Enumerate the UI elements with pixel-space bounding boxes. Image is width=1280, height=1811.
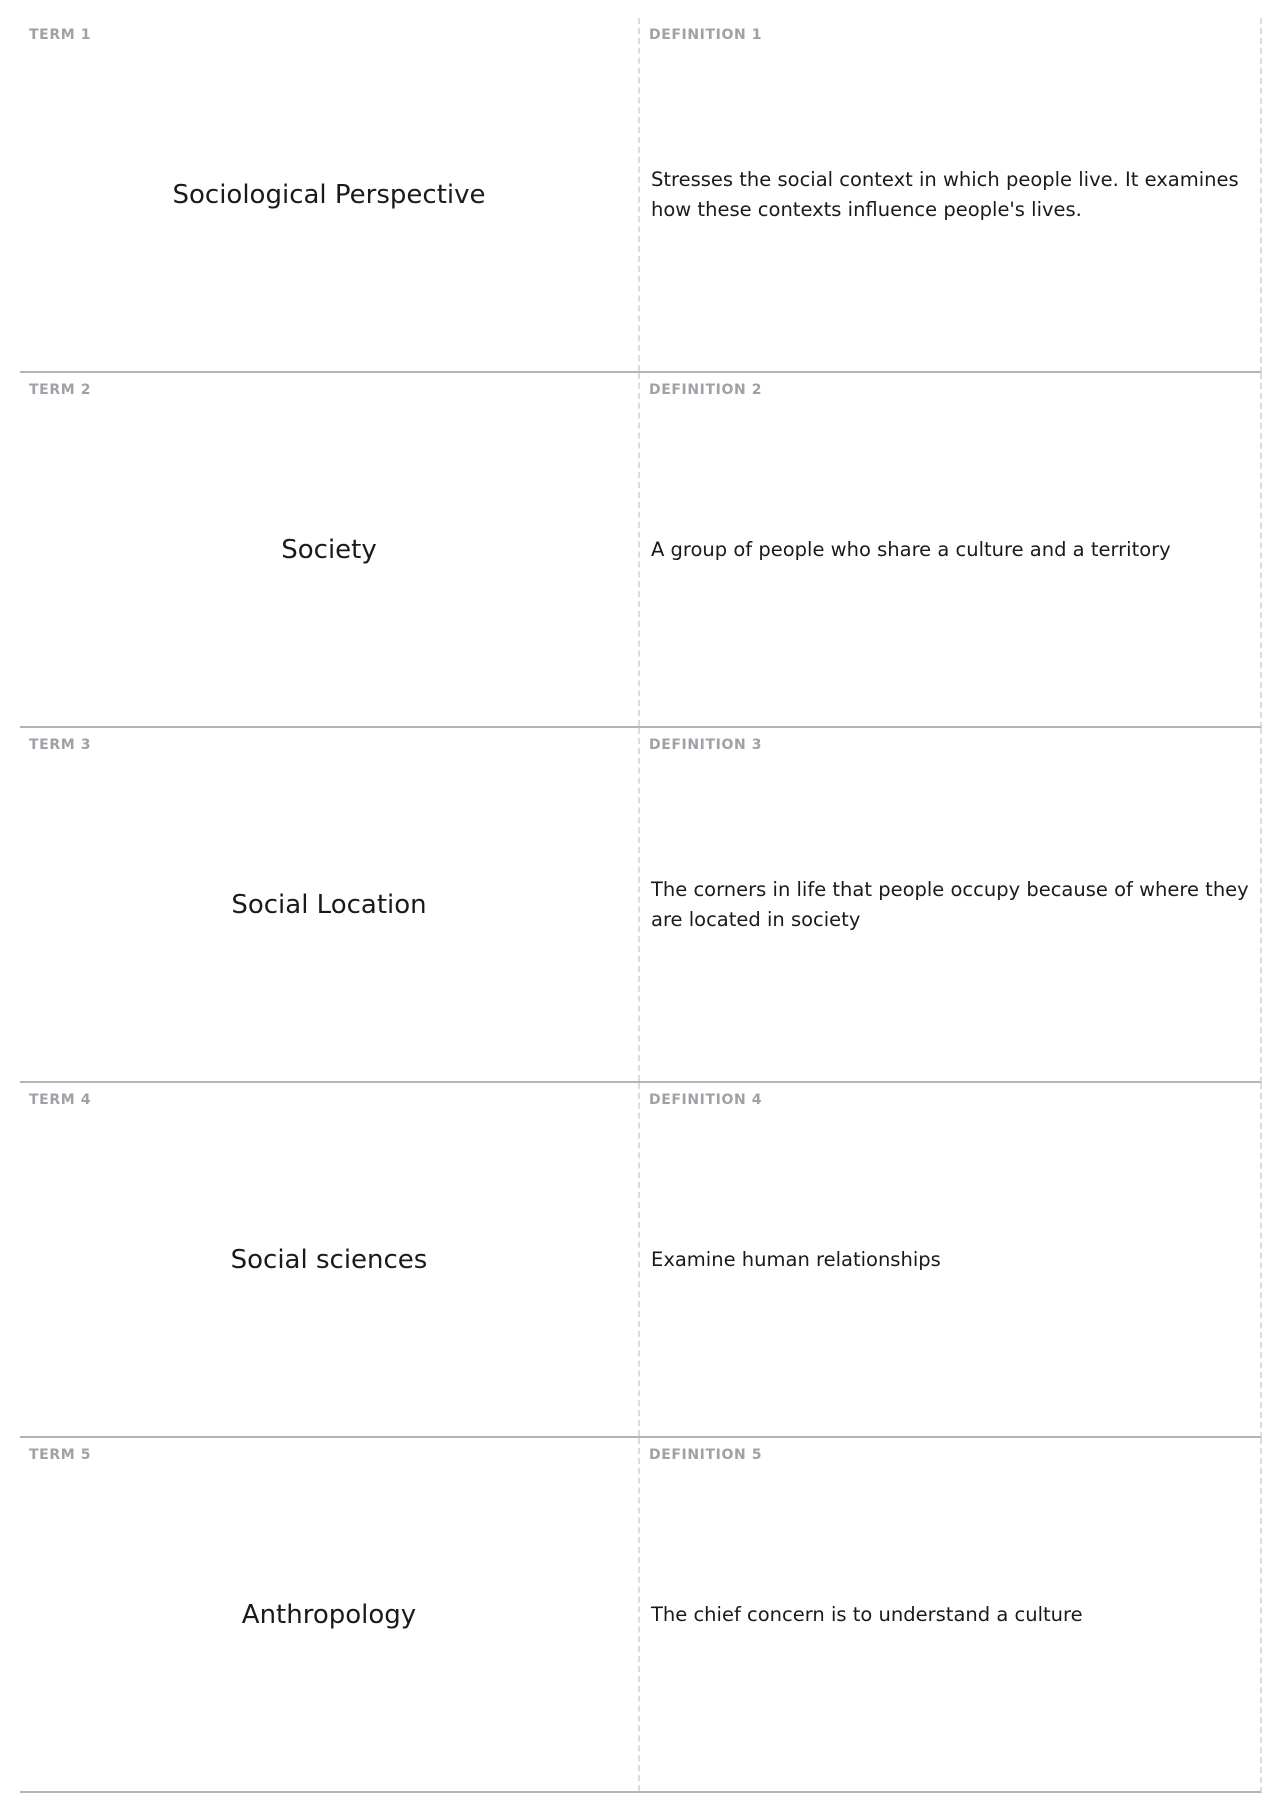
flashcard-row — [20, 728, 1262, 1083]
definition-label: DEFINITION 3 — [649, 737, 763, 753]
term-text: Social sciences — [230, 1244, 428, 1275]
term-text: Social Location — [231, 889, 427, 920]
term-label: TERM 3 — [29, 737, 92, 753]
flashcard-row — [20, 1438, 1262, 1793]
term-text: Society — [281, 534, 377, 565]
term-cell — [20, 1083, 640, 1436]
definition-cell — [640, 728, 1260, 1081]
term-label: TERM 4 — [29, 1092, 92, 1108]
term-text: Anthropology — [241, 1599, 417, 1630]
term-text: Sociological Perspective — [172, 179, 486, 210]
flashcard-sheet — [20, 18, 1262, 1793]
definition-cell — [640, 18, 1260, 371]
term-cell — [20, 373, 640, 726]
definition-label: DEFINITION 1 — [649, 27, 763, 43]
term-label: TERM 2 — [29, 382, 92, 398]
definition-cell — [640, 1083, 1260, 1436]
flashcard-row — [20, 373, 1262, 728]
definition-text: Examine human relationships — [651, 1247, 941, 1271]
term-label: TERM 5 — [29, 1447, 92, 1463]
definition-text: The chief concern is to understand a culture — [651, 1602, 1083, 1626]
term-cell — [20, 728, 640, 1081]
definition-text: Stresses the social context in which people live. It examines how these contexts influence people's lives. — [651, 167, 1239, 221]
definition-label: DEFINITION 5 — [649, 1447, 763, 1463]
flashcard-row — [20, 1083, 1262, 1438]
term-label: TERM 1 — [29, 27, 92, 43]
definition-cell — [640, 1438, 1260, 1791]
definition-label: DEFINITION 4 — [649, 1092, 763, 1108]
term-cell — [20, 1438, 640, 1791]
definition-cell — [640, 373, 1260, 726]
definition-label: DEFINITION 2 — [649, 382, 763, 398]
definition-text: A group of people who share a culture and a territory — [651, 537, 1171, 561]
definition-text: The corners in life that people occupy because of where they are located in society — [651, 877, 1249, 931]
flashcard-row — [20, 18, 1262, 373]
term-cell — [20, 18, 640, 371]
